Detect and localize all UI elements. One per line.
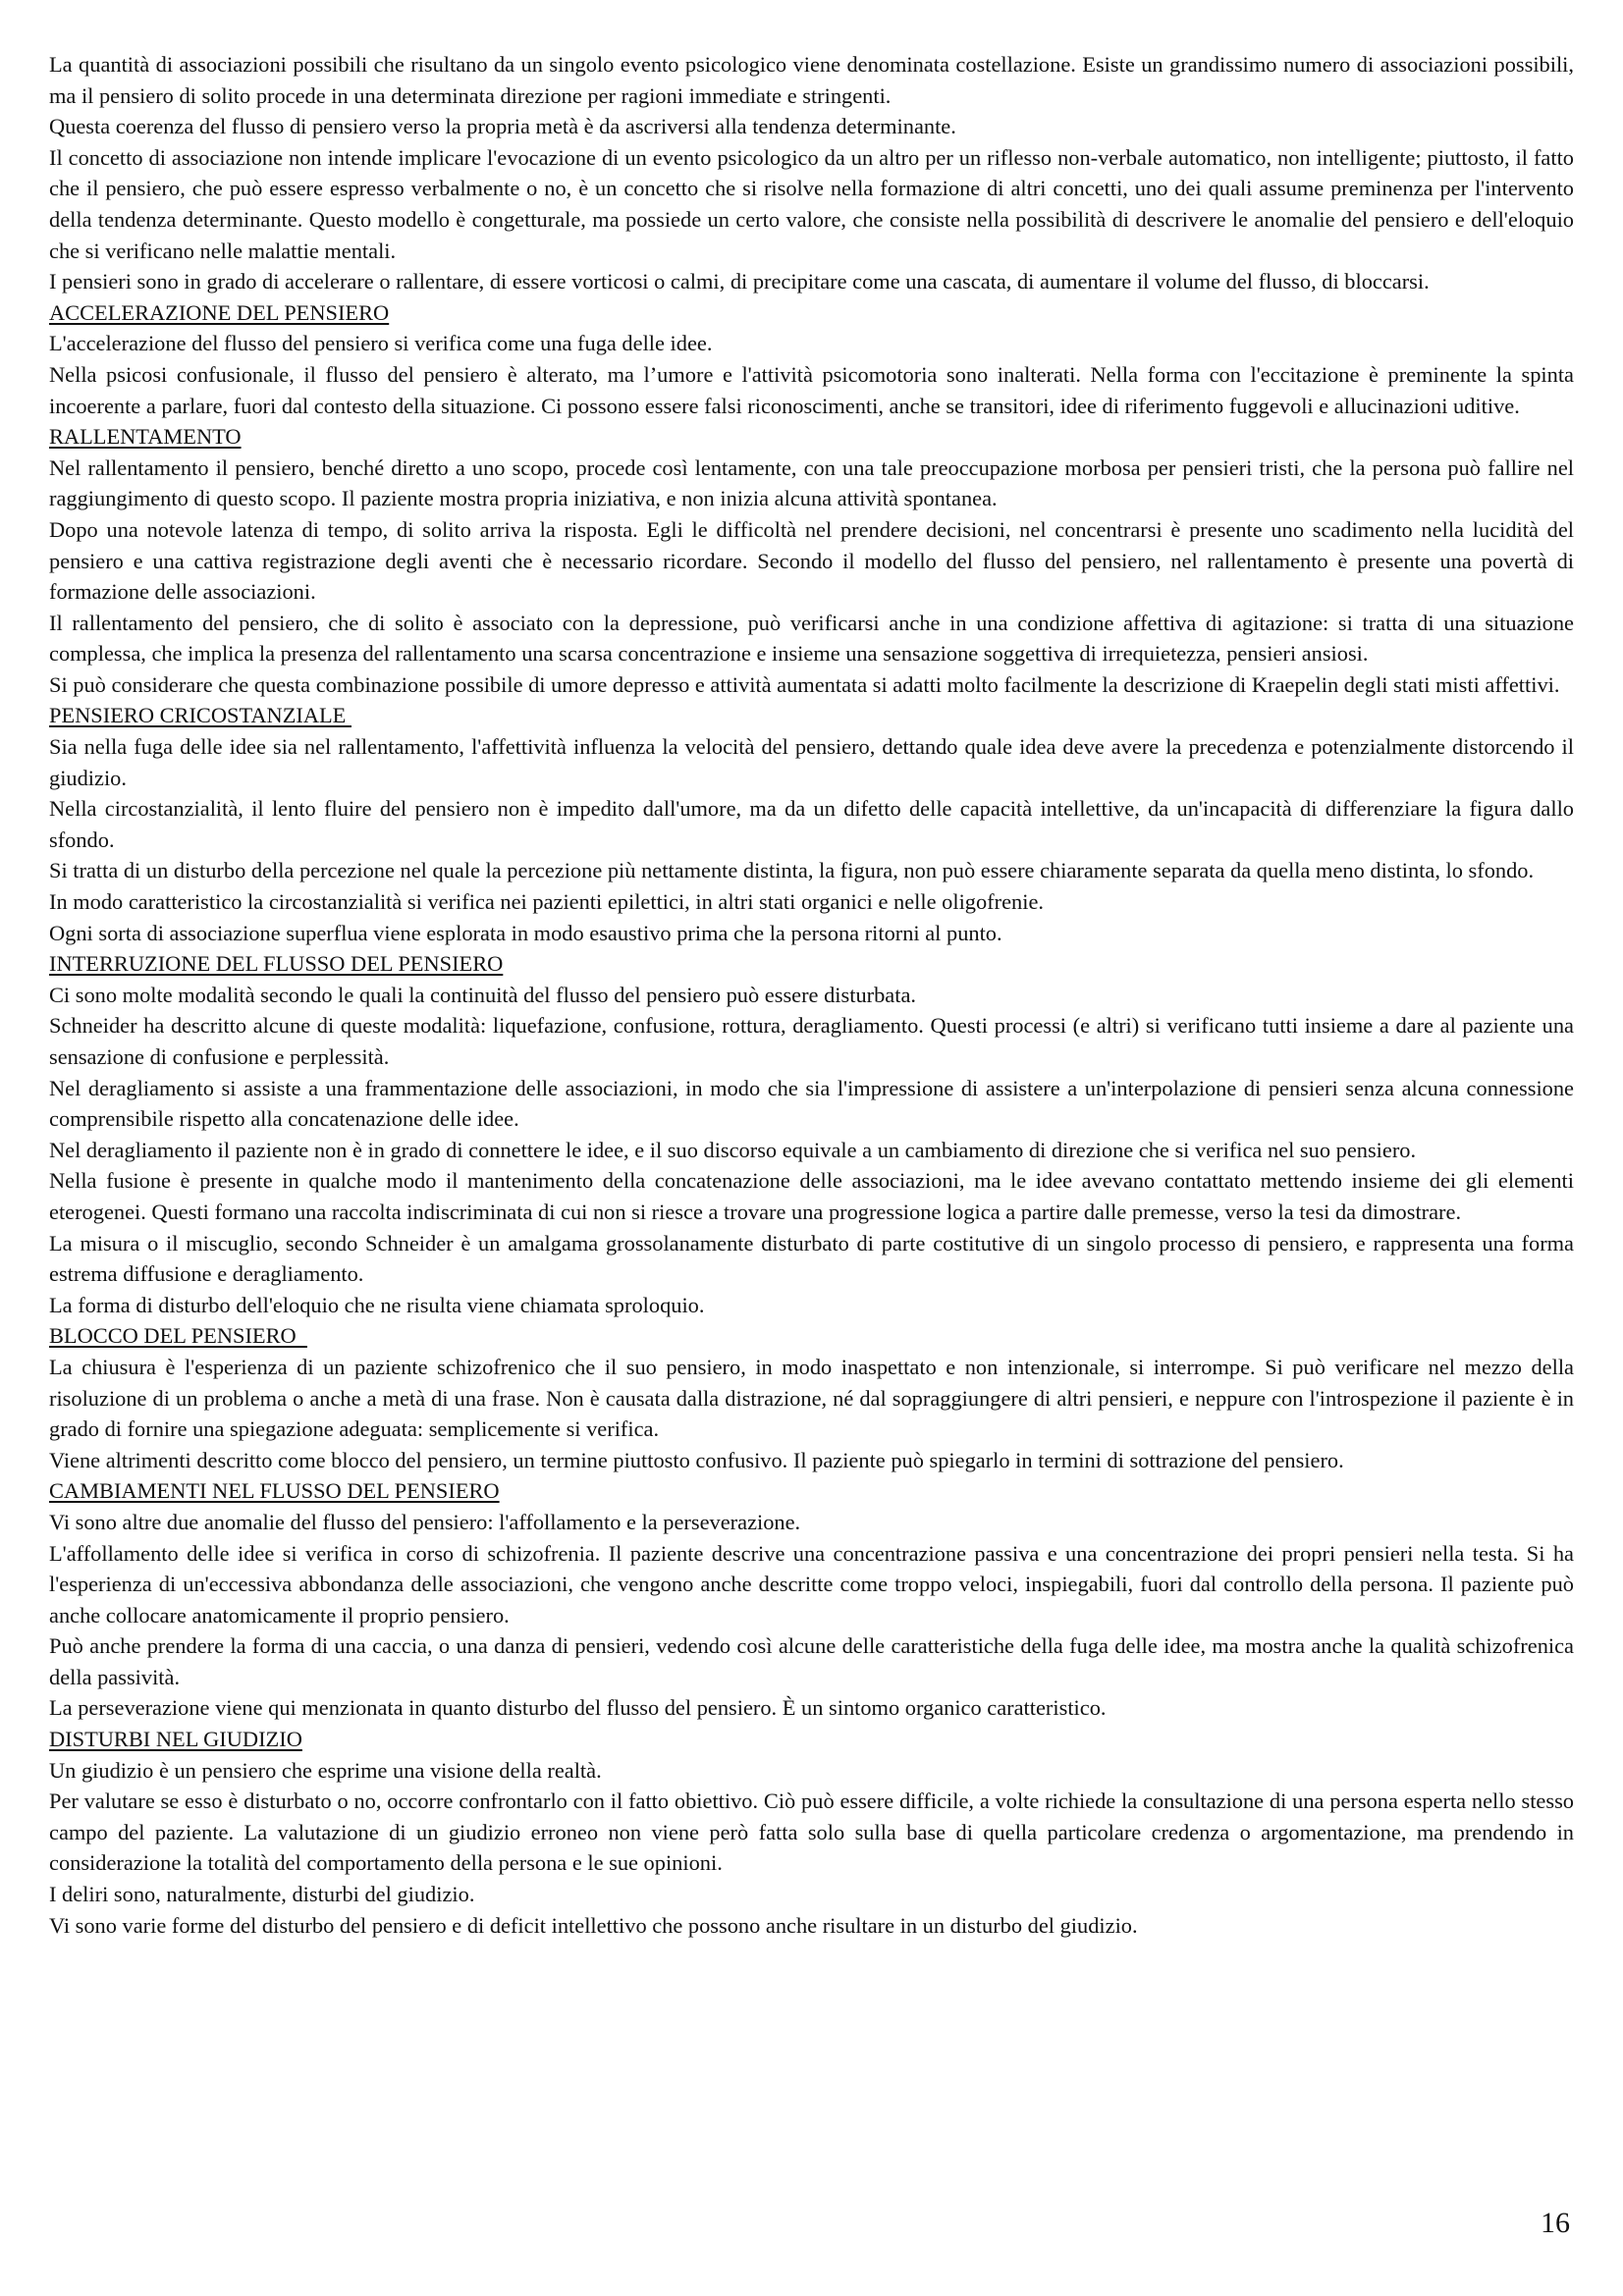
- paragraph: Si può considerare che questa combinazione possibile di umore depresso e attività aumentata si adatti molto facilmente la descrizione di Kraepelin degli stati misti affettivi.: [49, 671, 1560, 697]
- section-heading: INTERRUZIONE DEL FLUSSO DEL PENSIERO: [49, 951, 504, 977]
- paragraph: I pensieri sono in grado di accelerare o rallentare, di essere vorticosi o calmi, di precipitare come una cascata, di aumentare il volume del flusso, di bloccarsi.: [49, 269, 1430, 294]
- paragraph: Viene altrimenti descritto come blocco del pensiero, un termine piuttosto confusivo. Il paziente può spiegarlo in termini di sottrazione del pensiero.: [49, 1447, 1344, 1472]
- paragraph: Nella fusione è presente in qualche modo il mantenimento della concatenazione delle associazioni, ma le idee avevano contattato mettendo insieme dei gli elementi eterogenei. Questi formano una raccolta indiscriminata di cui non si riesce a trovare una progressione logica a partire dalle premesse, verso la tesi da dimostrare.: [49, 1168, 1574, 1224]
- paragraph: Il concetto di associazione non intende implicare l'evocazione di un evento psicologico da un altro per un riflesso non-verbale automatico, non intelligente; piuttosto, il fatto che il pensiero, che può essere espresso verbalmente o no, è un concetto che si risolve nella formazione di altri concetti, uno dei quali assume preminenza per l'intervento della tendenza determinante. Questo modello è congetturale, ma possiede un certo valore, che consiste nella possibilità di descrivere le anomalie del pensiero e dell'eloquio che si verificano nelle malattie mentali.: [49, 144, 1574, 263]
- paragraph: Si tratta di un disturbo della percezione nel quale la percezione più nettamente distinta, la figura, non può essere chiaramente separata da quella meno distinta, lo sfondo.: [49, 858, 1535, 883]
- paragraph: La misura o il miscuglio, secondo Schneider è un amalgama grossolanamente disturbato di parte costitutive di un singolo processo di pensiero, e rappresenta una forma estrema diffusione e deragliamento.: [49, 1230, 1574, 1287]
- paragraph: Per valutare se esso è disturbato o no, occorre confrontarlo con il fatto obiettivo. Ciò può essere difficile, a volte richiede la consultazione di una persona esperta nello stesso campo del paziente. La valutazione di un giudizio erroneo non viene però fatta solo sulla base di quella particolare credenza o argomentazione, ma prendendo in considerazione la totalità del comportamento della persona e le sue opinioni.: [49, 1789, 1574, 1876]
- paragraph: Il rallentamento del pensiero, che di solito è associato con la depressione, può verificarsi anche in una condizione affettiva di agitazione: si tratta di una situazione complessa, che implica la presenza del rallentamento una scarsa concentrazione e insieme una sensazione soggettiva di irrequietezza, pensieri ansiosi.: [49, 610, 1574, 667]
- section-heading: BLOCCO DEL PENSIERO: [49, 1323, 307, 1349]
- paragraph: Nella psicosi confusionale, il flusso del pensiero è alterato, ma l’umore e l'attività psicomotoria sono inalterati. Nella forma con l'eccitazione è preminente la spinta incoerente a parlare, fuori dal contesto della situazione. Ci possono essere falsi riconoscimenti, anche se transitori, idee di riferimento fuggevoli e allucinazioni uditive.: [49, 361, 1574, 418]
- paragraph: Vi sono varie forme del disturbo del pensiero e di deficit intellettivo che possono anche risultare in un disturbo del giudizio.: [49, 1912, 1138, 1938]
- paragraph: Può anche prendere la forma di una caccia, o una danza di pensieri, vedendo così alcune delle caratteristiche della fuga delle idee, ma mostra anche la qualità schizofrenica della passività.: [49, 1633, 1574, 1689]
- paragraph: L'accelerazione del flusso del pensiero si verifica come una fuga delle idee.: [49, 331, 713, 356]
- paragraph: Ci sono molte modalità secondo le quali la continuità del flusso del pensiero può essere disturbata.: [49, 982, 916, 1007]
- section-heading: RALLENTAMENTO: [49, 424, 242, 450]
- section-heading: DISTURBI NEL GIUDIZIO: [49, 1727, 302, 1752]
- paragraph: Nel rallentamento il pensiero, benché diretto a uno scopo, procede così lentamente, con una tale preoccupazione morbosa per pensieri tristi, che la persona può fallire nel raggiungimento di questo scopo. Il paziente mostra propria iniziativa, e non inizia alcuna attività spontanea.: [49, 454, 1574, 511]
- section-heading: CAMBIAMENTI NEL FLUSSO DEL PENSIERO: [49, 1478, 500, 1504]
- paragraph: Sia nella fuga delle idee sia nel rallentamento, l'affettività influenza la velocità del pensiero, dettando quale idea deve avere la precedenza e potenzialmente distorcendo il giudizio.: [49, 734, 1574, 790]
- paragraph: La forma di disturbo dell'eloquio che ne risulta viene chiamata sproloquio.: [49, 1292, 705, 1317]
- paragraph: Schneider ha descritto alcune di queste modalità: liquefazione, confusione, rottura, deragliamento. Questi processi (e altri) si verificano tutti insieme a dare al paziente una sensazione di confusione e perplessità.: [49, 1013, 1574, 1069]
- paragraph: In modo caratteristico la circostanzialità si verifica nei pazienti epilettici, in altri stati organici e nelle oligofrenie.: [49, 889, 1044, 915]
- page-body: [49, 49, 1574, 1941]
- paragraph: Questa coerenza del flusso di pensiero verso la propria metà è da ascriversi alla tendenza determinante.: [49, 114, 956, 139]
- paragraph: La chiusura è l'esperienza di un paziente schizofrenico che il suo pensiero, in modo inaspettato e non intenzionale, si interrompe. Si può verificare nel mezzo della risoluzione di un problema o anche a metà di una frase. Non è causata dalla distrazione, né dal sopraggiungere di altri pensieri, e neppure con l'introspezione il paziente è in grado di fornire una spiegazione adeguata: semplicemente si verifica.: [49, 1354, 1574, 1442]
- paragraph: La perseverazione viene qui menzionata in quanto disturbo del flusso del pensiero. È un sintomo organico caratteristico.: [49, 1695, 1107, 1721]
- page-number: 16: [1541, 2207, 1570, 2239]
- paragraph: Nel deragliamento si assiste a una frammentazione delle associazioni, in modo che sia l'impressione di assistere a un'interpolazione di pensieri senza alcuna connessione comprensibile rispetto alla concatenazione delle idee.: [49, 1075, 1574, 1132]
- paragraph: Nella circostanzialità, il lento fluire del pensiero non è impedito dall'umore, ma da un difetto delle capacità intellettive, da un'incapacità di differenziare la figura dallo sfondo.: [49, 796, 1574, 852]
- paragraph: Dopo una notevole latenza di tempo, di solito arriva la risposta. Egli le difficoltà nel prendere decisioni, nel concentrarsi è presente uno scadimento nella lucidità del pensiero e una cattiva registrazione degli aventi che è necessario ricordare. Secondo il modello del flusso del pensiero, nel rallentamento è presente una povertà di formazione delle associazioni.: [49, 516, 1574, 605]
- paragraph: L'affollamento delle idee si verifica in corso di schizofrenia. Il paziente descrive una concentrazione passiva e una concentrazione dei propri pensieri nella testa. Si ha l'esperienza di un'eccessiva abbondanza delle associazioni, che vengono anche descritte come troppo veloci, inspiegabili, fuori dal controllo della persona. Il paziente può anche collocare anatomicamente il proprio pensiero.: [49, 1540, 1574, 1628]
- paragraph: Un giudizio è un pensiero che esprime una visione della realtà.: [49, 1757, 602, 1783]
- section-heading: ACCELERAZIONE DEL PENSIERO: [49, 299, 390, 325]
- paragraph: Vi sono altre due anomalie del flusso del pensiero: l'affollamento e la perseverazione.: [49, 1509, 801, 1534]
- paragraph: Nel deragliamento il paziente non è in grado di connettere le idee, e il suo discorso equivale a un cambiamento di direzione che si verifica nel suo pensiero.: [49, 1137, 1417, 1162]
- paragraph: Ogni sorta di associazione superflua viene esplorata in modo esaustivo prima che la persona ritorni al punto.: [49, 920, 1002, 945]
- paragraph: La quantità di associazioni possibili che risultano da un singolo evento psicologico viene denominata costellazione. Esiste un grandissimo numero di associazioni possibili, ma il pensiero di solito procede in una determinata direzione per ragioni immediate e stringenti.: [49, 52, 1574, 108]
- paragraph: I deliri sono, naturalmente, disturbi del giudizio.: [49, 1882, 475, 1907]
- section-heading: PENSIERO CRICOSTANZIALE: [49, 703, 352, 728]
